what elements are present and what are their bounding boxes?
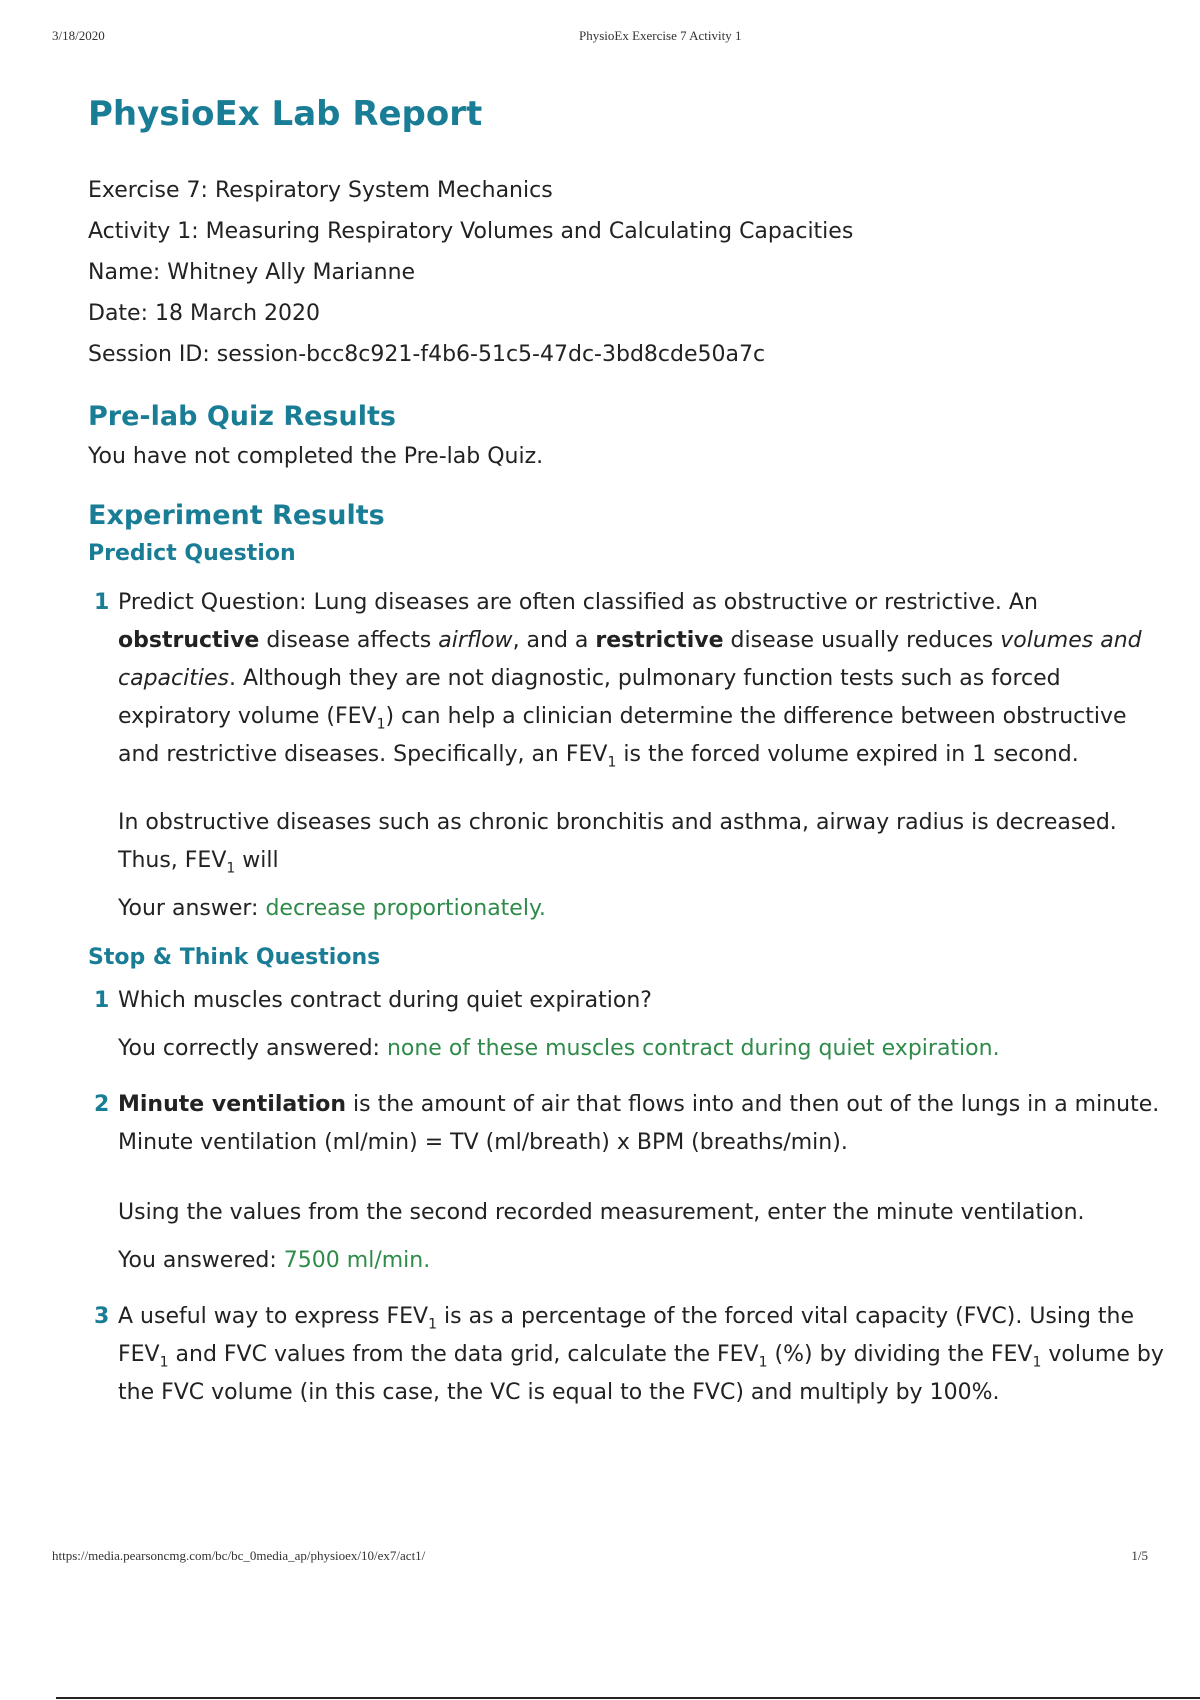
session-line: Session ID: session-bcc8c921-f4b6-51c5-47dc-3bd8cde50a7c (88, 342, 766, 367)
print-document-title: PhysioEx Exercise 7 Activity 1 (579, 28, 742, 43)
print-url: https://media.pearsoncmg.com/bc/bc_0media_ap/physioex/10/ex7/act1/ (52, 1548, 426, 1563)
print-header (52, 28, 1148, 48)
question-1-answer: You correctly answered: none of these muscles contract during quiet expiration. (118, 1036, 1000, 1061)
answer-value: 7500 ml/min. (283, 1248, 431, 1273)
question-number: 1 (94, 988, 110, 1013)
predict-heading: Predict Question (88, 541, 296, 566)
answer-value: none of these muscles contract during quiet expiration. (386, 1036, 1000, 1061)
question-3-text: A useful way to express $FEV_1$ is as a percentage of the forced vital capacity (FVC). Using the $FEV_1$ and FVC values from the data grid, calculate the $FEV_1$ (%) by dividing the $FEV_1$ volume by the FVC volume (in this case, the VC is equal to the FVC) and multiply by 100%. (118, 1304, 1164, 1405)
print-footer (52, 1548, 1148, 1568)
predict-answer: Your answer: decrease proportionately. (118, 896, 546, 921)
prelab-heading: Pre-lab Quiz Results (88, 401, 396, 432)
question-number: 1 (94, 590, 110, 615)
stop-think-heading: Stop & Think Questions (88, 945, 381, 970)
predict-question-text: Predict Question: Lung diseases are often classified as obstructive or restrictive. An obstructive disease affects airflow, and a restrictive disease usually reduces volumes and capacities. Although they are not diagnostic, pulmonary function tests such as forced expiratory volume $(FEV_1)$ can help a clinician determine the difference between obstructive and restrictive diseases. Specifically, an $FEV_1$ is the forced volume expired in 1 second. (118, 590, 1142, 771)
question-number: 2 (94, 1092, 110, 1117)
page-title: PhysioEx Lab Report (88, 94, 483, 134)
question-number: 3 (94, 1304, 110, 1329)
report-content (88, 92, 1168, 1412)
experiment-heading: Experiment Results (88, 500, 385, 531)
name-line: Name: Whitney Ally Marianne (88, 260, 416, 285)
stop-think-question-1 (88, 982, 1168, 1068)
date-line: Date: 18 March 2020 (88, 301, 321, 326)
question-2-text: Minute ventilation is the amount of air that flows into and then out of the lungs in a minute. Minute ventilation (ml/min) = TV (ml/breath) x BPM (breaths/min). (118, 1092, 1160, 1155)
question-2-prompt: Using the values from the second recorded measurement, enter the minute ventilation. (118, 1200, 1085, 1225)
page-number: 1/5 (1131, 1548, 1148, 1563)
page-divider (56, 1697, 1200, 1699)
stop-think-question-3 (88, 1298, 1168, 1412)
predict-question (88, 584, 1168, 928)
exercise-line: Exercise 7: Respiratory System Mechanics (88, 178, 553, 203)
print-date: 3/18/2020 (52, 28, 105, 43)
predict-question-followup: In obstructive diseases such as chronic bronchitis and asthma, airway radius is decreased. Thus, $FEV_1$ will (118, 810, 1117, 877)
stop-think-question-2 (88, 1086, 1168, 1280)
prelab-text: You have not completed the Pre-lab Quiz. (88, 444, 544, 469)
question-2-answer: You answered: 7500 ml/min. (118, 1248, 431, 1273)
activity-line: Activity 1: Measuring Respiratory Volumes and Calculating Capacities (88, 219, 854, 244)
answer-value: decrease proportionately. (265, 896, 546, 921)
question-1-text: Which muscles contract during quiet expiration? (118, 988, 652, 1013)
